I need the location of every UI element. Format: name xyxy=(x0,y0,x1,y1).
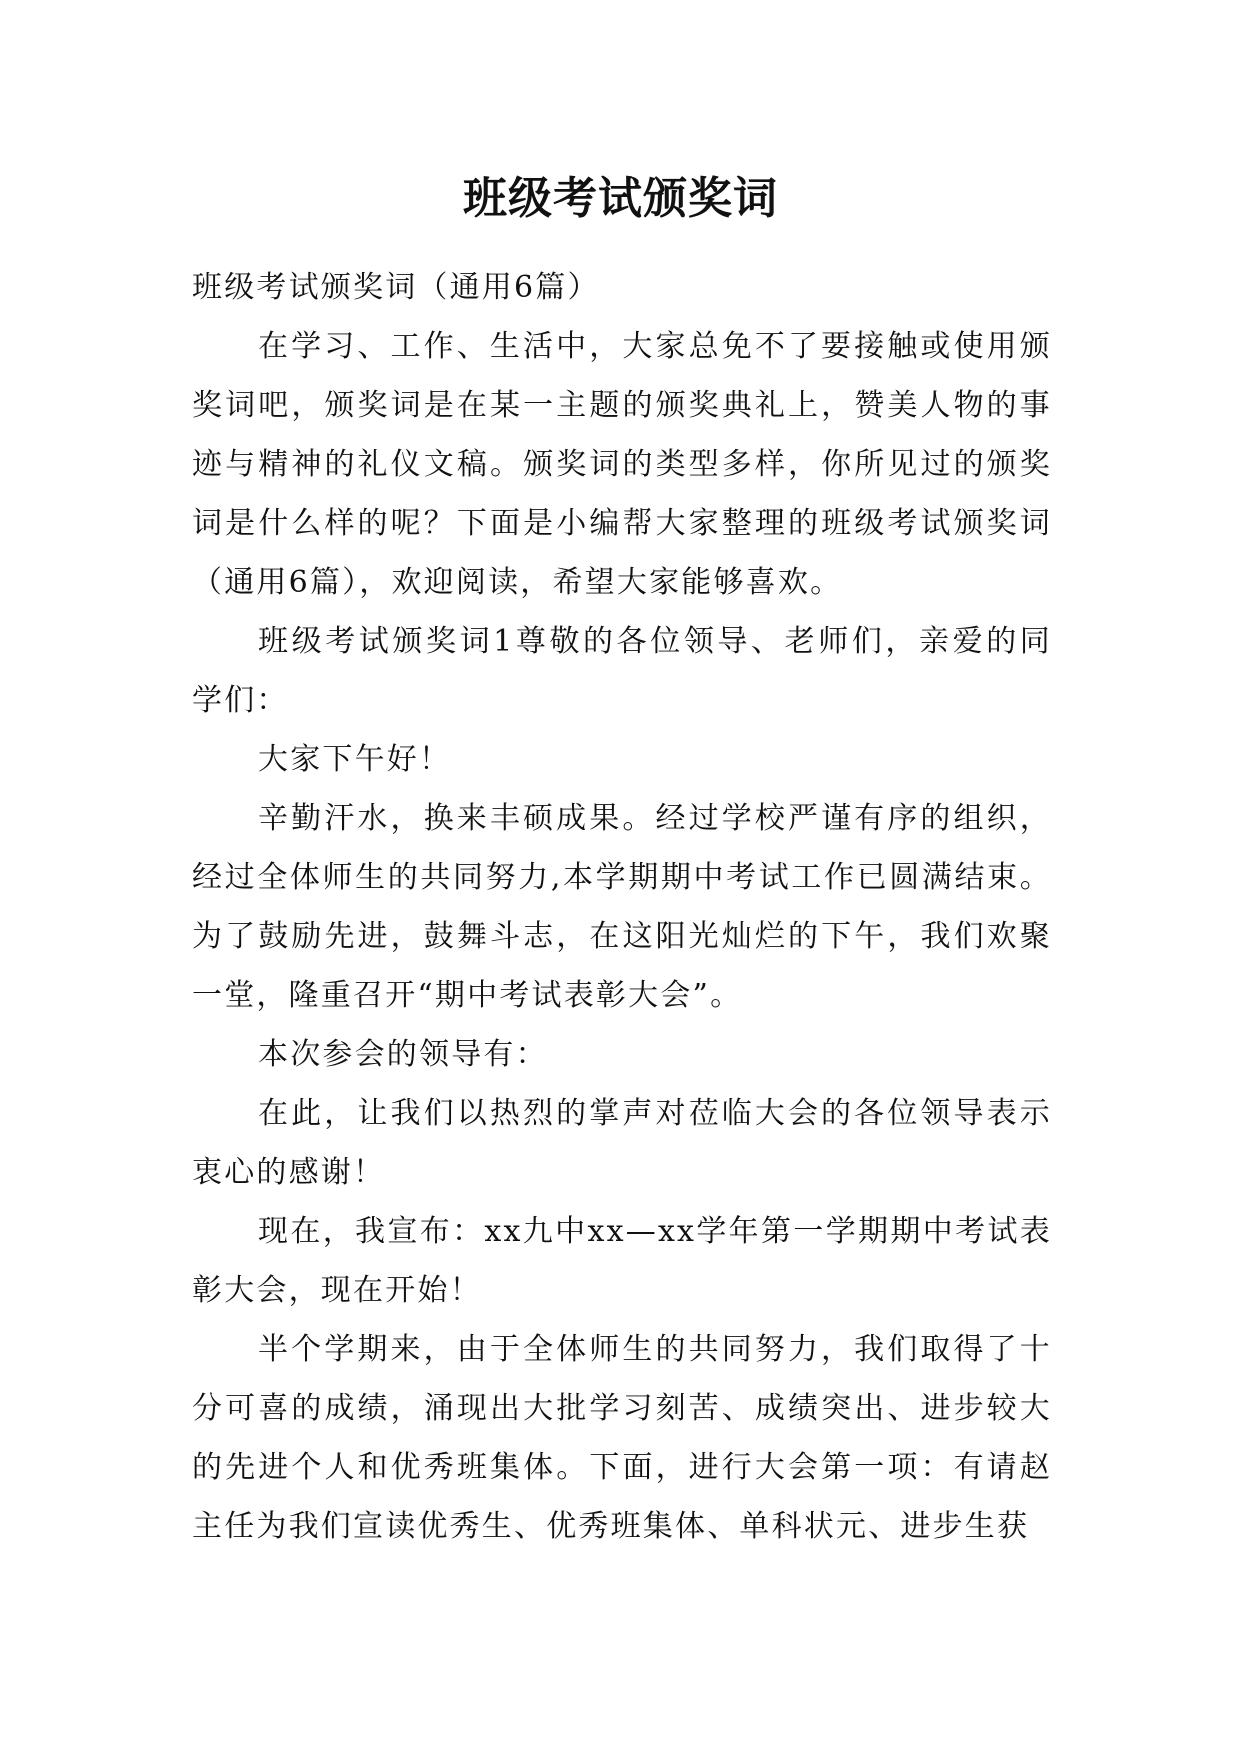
document-body xyxy=(192,258,1052,1556)
announcement-paragraph: 现在，我宣布：xx九中xx—xx学年第一学期期中考试表彰大会，现在开始！ xyxy=(192,1214,1052,1308)
achievement-paragraph: 半个学期来，由于全体师生的共同努力，我们取得了十分可喜的成绩，涌现出大批学习刻苦、成绩突出、进步较大的先进个人和优秀班集体。下面，进行大会第一项：有请赵主任为我们宣读优秀生、优秀班集体、单科状元、进步生获 xyxy=(192,1332,1052,1544)
thanks-paragraph: 在此，让我们以热烈的掌声对莅临大会的各位领导表示衷心的感谢！ xyxy=(192,1096,1052,1190)
subtitle-paragraph: 班级考试颁奖词（通用6篇） xyxy=(192,270,600,305)
greeting-paragraph: 大家下午好！ xyxy=(258,742,452,777)
intro-paragraph: 在学习、工作、生活中，大家总免不了要接触或使用颁奖词吧，颁奖词是在某一主题的颁奖典礼上，赞美人物的事迹与精神的礼仪文稿。颁奖词的类型多样，你所见过的颁奖词是什么样的呢？下面是小编帮大家整理的班级考试颁奖词（通用6篇），欢迎阅读，希望大家能够喜欢。 xyxy=(192,329,1052,600)
opening-paragraph: 辛勤汗水，换来丰硕成果。经过学校严谨有序的组织，经过全体师生的共同努力,本学期期中考试工作已圆满结束。为了鼓励先进，鼓舞斗志，在这阳光灿烂的下午，我们欢聚一堂，隆重召开“期中考试表彰大会”。 xyxy=(192,801,1052,1013)
leaders-paragraph: 本次参会的领导有： xyxy=(258,1037,548,1072)
page-title: 班级考试颁奖词 xyxy=(463,173,778,225)
salutation-paragraph: 班级考试颁奖词1尊敬的各位领导、老师们，亲爱的同学们： xyxy=(192,624,1052,718)
